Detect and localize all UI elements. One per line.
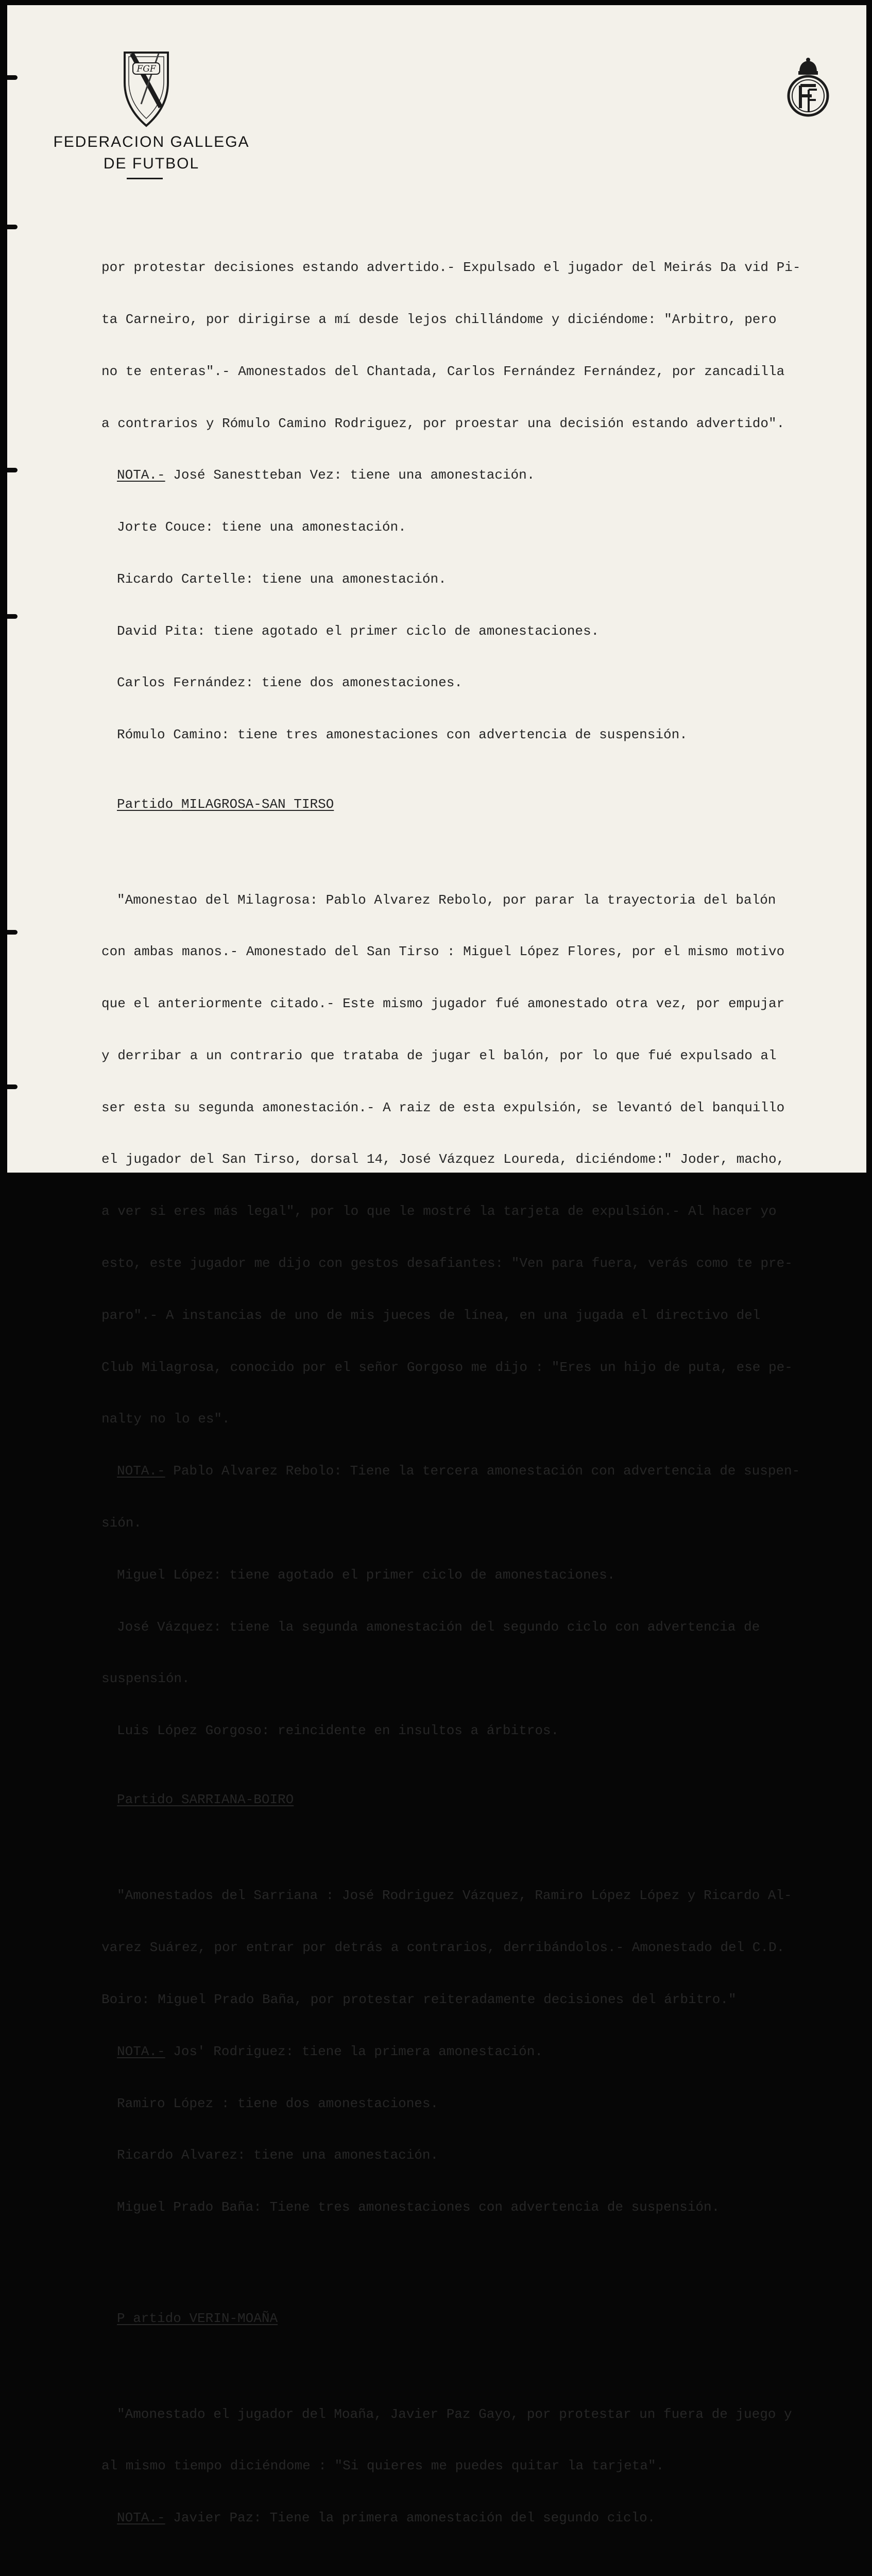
text-line: que el anteriormente citado.- Este mismo jugador fué amonestado otra vez, por empujar bbox=[101, 996, 785, 1012]
text-line: "Amonestado el jugador del Moaña, Javier Paz Gayo, por protestar un fuera de juego y bbox=[117, 2406, 792, 2422]
punch-hole-mark bbox=[7, 468, 18, 472]
nota-line: Ricardo Alvarez: tiene una amonestación. bbox=[117, 2147, 439, 2163]
text-line: esto, este jugador me dijo con gestos desafiantes: "Ven para fuera, verás como te pre- bbox=[101, 1256, 793, 1272]
text-line: ta Carneiro, por dirigirse a mí desde lejos chillándome y diciéndome: "Arbitro, pero bbox=[101, 311, 777, 327]
match-heading-sarriana-boiro: Partido SARRIANA-BOIRO bbox=[117, 1792, 294, 1808]
text-line: no te enteras".- Amonestados del Chantada, Carlos Fernández Fernández, por zancadilla bbox=[101, 363, 785, 379]
nota-line: Ricardo Cartelle: tiene una amonestación. bbox=[117, 571, 447, 587]
nota-line: Rómulo Camino: tiene tres amonestaciones con advertencia de suspensión. bbox=[117, 727, 688, 743]
rfef-crest-emblem bbox=[784, 57, 832, 123]
text-line: nalty no lo es". bbox=[101, 1411, 230, 1427]
nota-line: Ramiro López : tiene dos amonestaciones. bbox=[117, 2095, 439, 2111]
nota-line: Jorte Couce: tiene una amonestación. bbox=[117, 519, 406, 535]
nota-line: Miguel Prado Baña: Tiene tres amonestaciones con advertencia de suspensión. bbox=[117, 2199, 720, 2215]
federation-shield-logo bbox=[122, 50, 171, 128]
text-line: y derribar a un contrario que trataba de jugar el balón, por lo que fué expulsado al bbox=[101, 1047, 777, 1063]
text-line: a ver si eres más legal", por lo que le mostré la tarjeta de expulsión.- Al hacer yo bbox=[101, 1204, 777, 1219]
letterhead-divider bbox=[127, 178, 163, 179]
nota-line: suspensión. bbox=[101, 1671, 190, 1687]
text-line: al mismo tiempo diciéndome : "Si quieres me puedes quitar la tarjeta". bbox=[101, 2458, 664, 2474]
nota-line: Carlos Fernández: tiene dos amonestaciones. bbox=[117, 675, 463, 691]
svg-text:RFEF: RFEF bbox=[806, 120, 810, 122]
punch-hole-mark bbox=[7, 930, 18, 935]
nota-line: Miguel López: tiene agotado el primer ciclo de amonestaciones. bbox=[117, 1567, 615, 1583]
nota-line bbox=[101, 467, 859, 484]
nota-label: NOTA.- bbox=[117, 2510, 165, 2526]
nota-text: Pablo Alvarez Rebolo: Tiene la tercera amonestación con advertencia de suspen- bbox=[165, 1463, 800, 1479]
text-line: el jugador del San Tirso, dorsal 14, José Vázquez Loureda, diciéndome:" Joder, macho, bbox=[101, 1151, 785, 1167]
nota-line bbox=[101, 2510, 859, 2527]
report-body bbox=[101, 225, 859, 2576]
nota-text: Javier Paz: Tiene la primera amonestación del segundo ciclo. bbox=[165, 2510, 656, 2526]
text-line: a contrarios y Rómulo Camino Rodriguez, por proestar una decisión estando advertido". bbox=[101, 415, 785, 431]
text-line: ser esta su segunda amonestación.- A raiz de esta expulsión, se levantó del banquillo bbox=[101, 1099, 785, 1115]
nota-line: Luis López Gorgoso: reincidente en insultos a árbitros. bbox=[117, 1723, 559, 1739]
text-line: varez Suárez, por entrar por detrás a contrarios, derribándolos.- Amonestado del C.D. bbox=[101, 1940, 785, 1956]
nota-line: sión. bbox=[101, 1515, 142, 1531]
punch-hole-mark bbox=[7, 1084, 18, 1089]
text-line: con ambas manos.- Amonestado del San Tirso : Miguel López Flores, por el mismo motivo bbox=[101, 944, 785, 960]
punch-hole-mark bbox=[7, 225, 18, 229]
text-line: "Amonestados del Sarriana : José Rodriguez Vázquez, Ramiro López López y Ricardo Al- bbox=[117, 1888, 792, 1904]
nota-line bbox=[101, 1463, 859, 1480]
text-line: Boiro: Miguel Prado Baña, por protestar reiteradamente decisiones del árbitro." bbox=[101, 1991, 737, 2007]
punch-hole-mark bbox=[7, 75, 18, 80]
nota-line: José Vázquez: tiene la segunda amonestación del segundo ciclo con advertencia de bbox=[117, 1619, 760, 1635]
letterhead-line-1: FEDERACION GALLEGA bbox=[53, 133, 250, 150]
nota-label: NOTA.- bbox=[117, 2043, 165, 2059]
svg-text:FGF: FGF bbox=[136, 64, 156, 74]
text-line: Club Milagrosa, conocido por el señor Gorgoso me dijo : "Eres un hijo de puta, ese pe- bbox=[101, 1359, 793, 1375]
nota-line: David Pita: tiene agotado el primer ciclo de amonestaciones. bbox=[117, 623, 600, 639]
match-heading-milagrosa-san-tirso: Partido MILAGROSA-SAN TIRSO bbox=[117, 796, 334, 812]
letterhead-line-2: DE FUTBOL bbox=[103, 155, 200, 172]
letterhead bbox=[38, 131, 265, 175]
match-heading-verin-moana: P artido VERIN-MOAÑA bbox=[117, 2310, 278, 2326]
punch-hole-mark bbox=[7, 614, 18, 619]
text-line: por protestar decisiones estando advertido.- Expulsado el jugador del Meirás Da vid Pi- bbox=[101, 260, 801, 276]
nota-text: José Sanestteban Vez: tiene una amonestación. bbox=[165, 467, 535, 483]
text-line: paro".- A instancias de uno de mis jueces de línea, en una jugada el directivo del bbox=[101, 1307, 761, 1323]
document-page bbox=[7, 5, 866, 2526]
nota-label: NOTA.- bbox=[117, 467, 165, 483]
text-line: "Amonestao del Milagrosa: Pablo Alvarez Rebolo, por parar la trayectoria del balón bbox=[117, 892, 776, 908]
nota-line bbox=[101, 2043, 859, 2061]
nota-text: Jos' Rodriguez: tiene la primera amonestación. bbox=[165, 2043, 543, 2059]
nota-label: NOTA.- bbox=[117, 1463, 165, 1479]
